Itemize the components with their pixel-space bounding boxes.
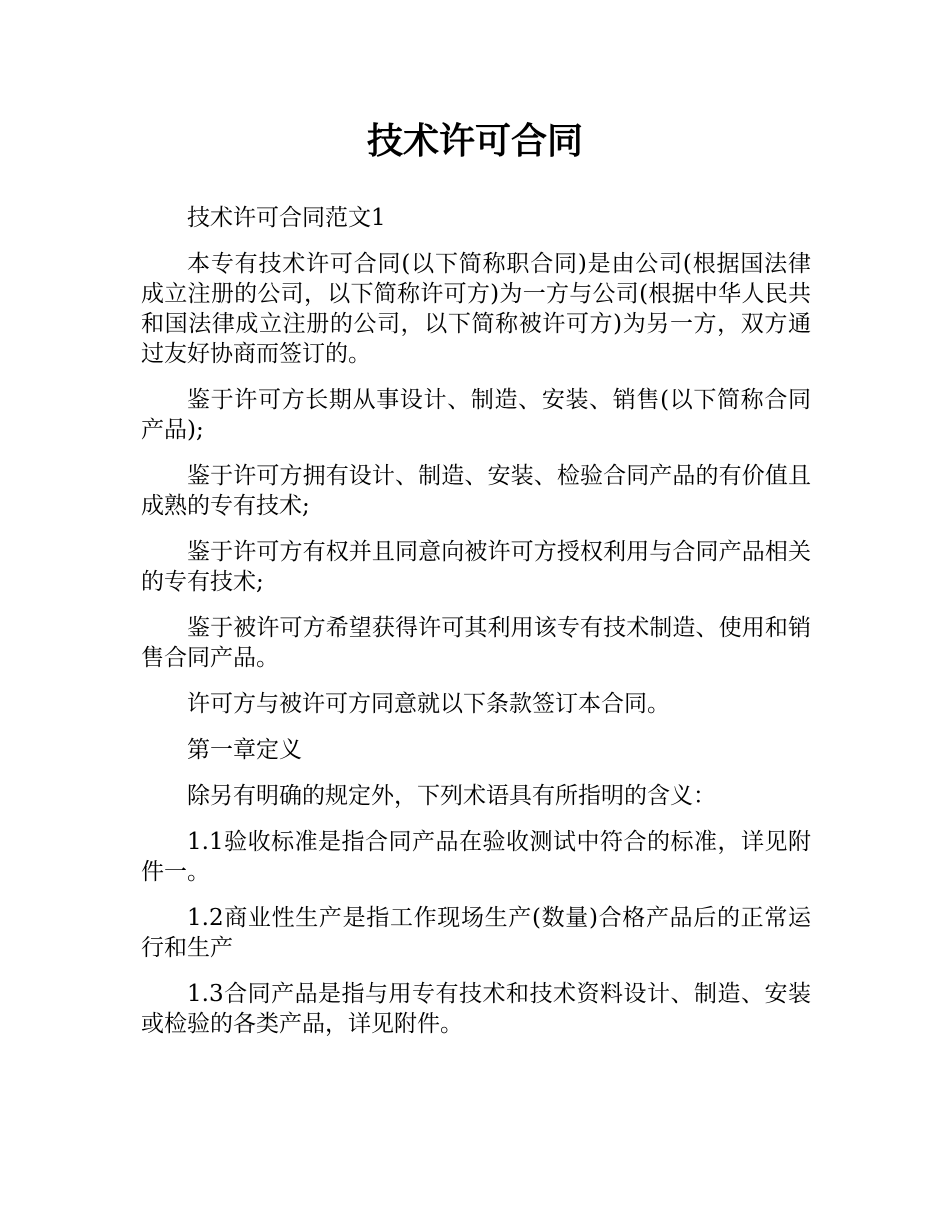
paragraph-preamble: 本专有技术许可合同(以下简称职合同)是由公司(根据国法律成立注册的公司，以下简称许可方)为一方与公司(根据中华人民共和国法律成立注册的公司，以下简称被许可方)为另一方，双方通过友好协商而签订的。 xyxy=(141,251,811,367)
document-title: 技术许可合同 xyxy=(366,121,583,162)
paragraph-agreement: 许可方与被许可方同意就以下条款签订本合同。 xyxy=(187,691,670,717)
paragraph-definitions-intro: 除另有明确的规定外，下列术语具有所指明的含义： xyxy=(187,783,716,809)
document-body xyxy=(141,203,811,1055)
paragraph-sample-heading: 技术许可合同范文1 xyxy=(187,205,386,231)
definition-1-2: 1.2商业性生产是指工作现场生产(数量)合格产品后的正常运行和生产 xyxy=(141,905,811,961)
definition-1-3: 1.3合同产品是指与用专有技术和技术资料设计、制造、安装或检验的各类产品，详见附件。 xyxy=(141,981,811,1037)
paragraph-whereas-4: 鉴于被许可方希望获得许可其利用该专有技术制造、使用和销售合同产品。 xyxy=(141,615,811,671)
definition-1-1: 1.1验收标准是指合同产品在验收测试中符合的标准，详见附件一。 xyxy=(141,829,811,885)
chapter-heading: 第一章定义 xyxy=(187,737,302,763)
paragraph-whereas-1: 鉴于许可方长期从事设计、制造、安装、销售(以下简称合同产品); xyxy=(141,387,811,443)
paragraph-whereas-3: 鉴于许可方有权并且同意向被许可方授权利用与合同产品相关的专有技术; xyxy=(141,539,811,595)
paragraph-whereas-2: 鉴于许可方拥有设计、制造、安装、检验合同产品的有价值且成熟的专有技术; xyxy=(141,463,811,519)
